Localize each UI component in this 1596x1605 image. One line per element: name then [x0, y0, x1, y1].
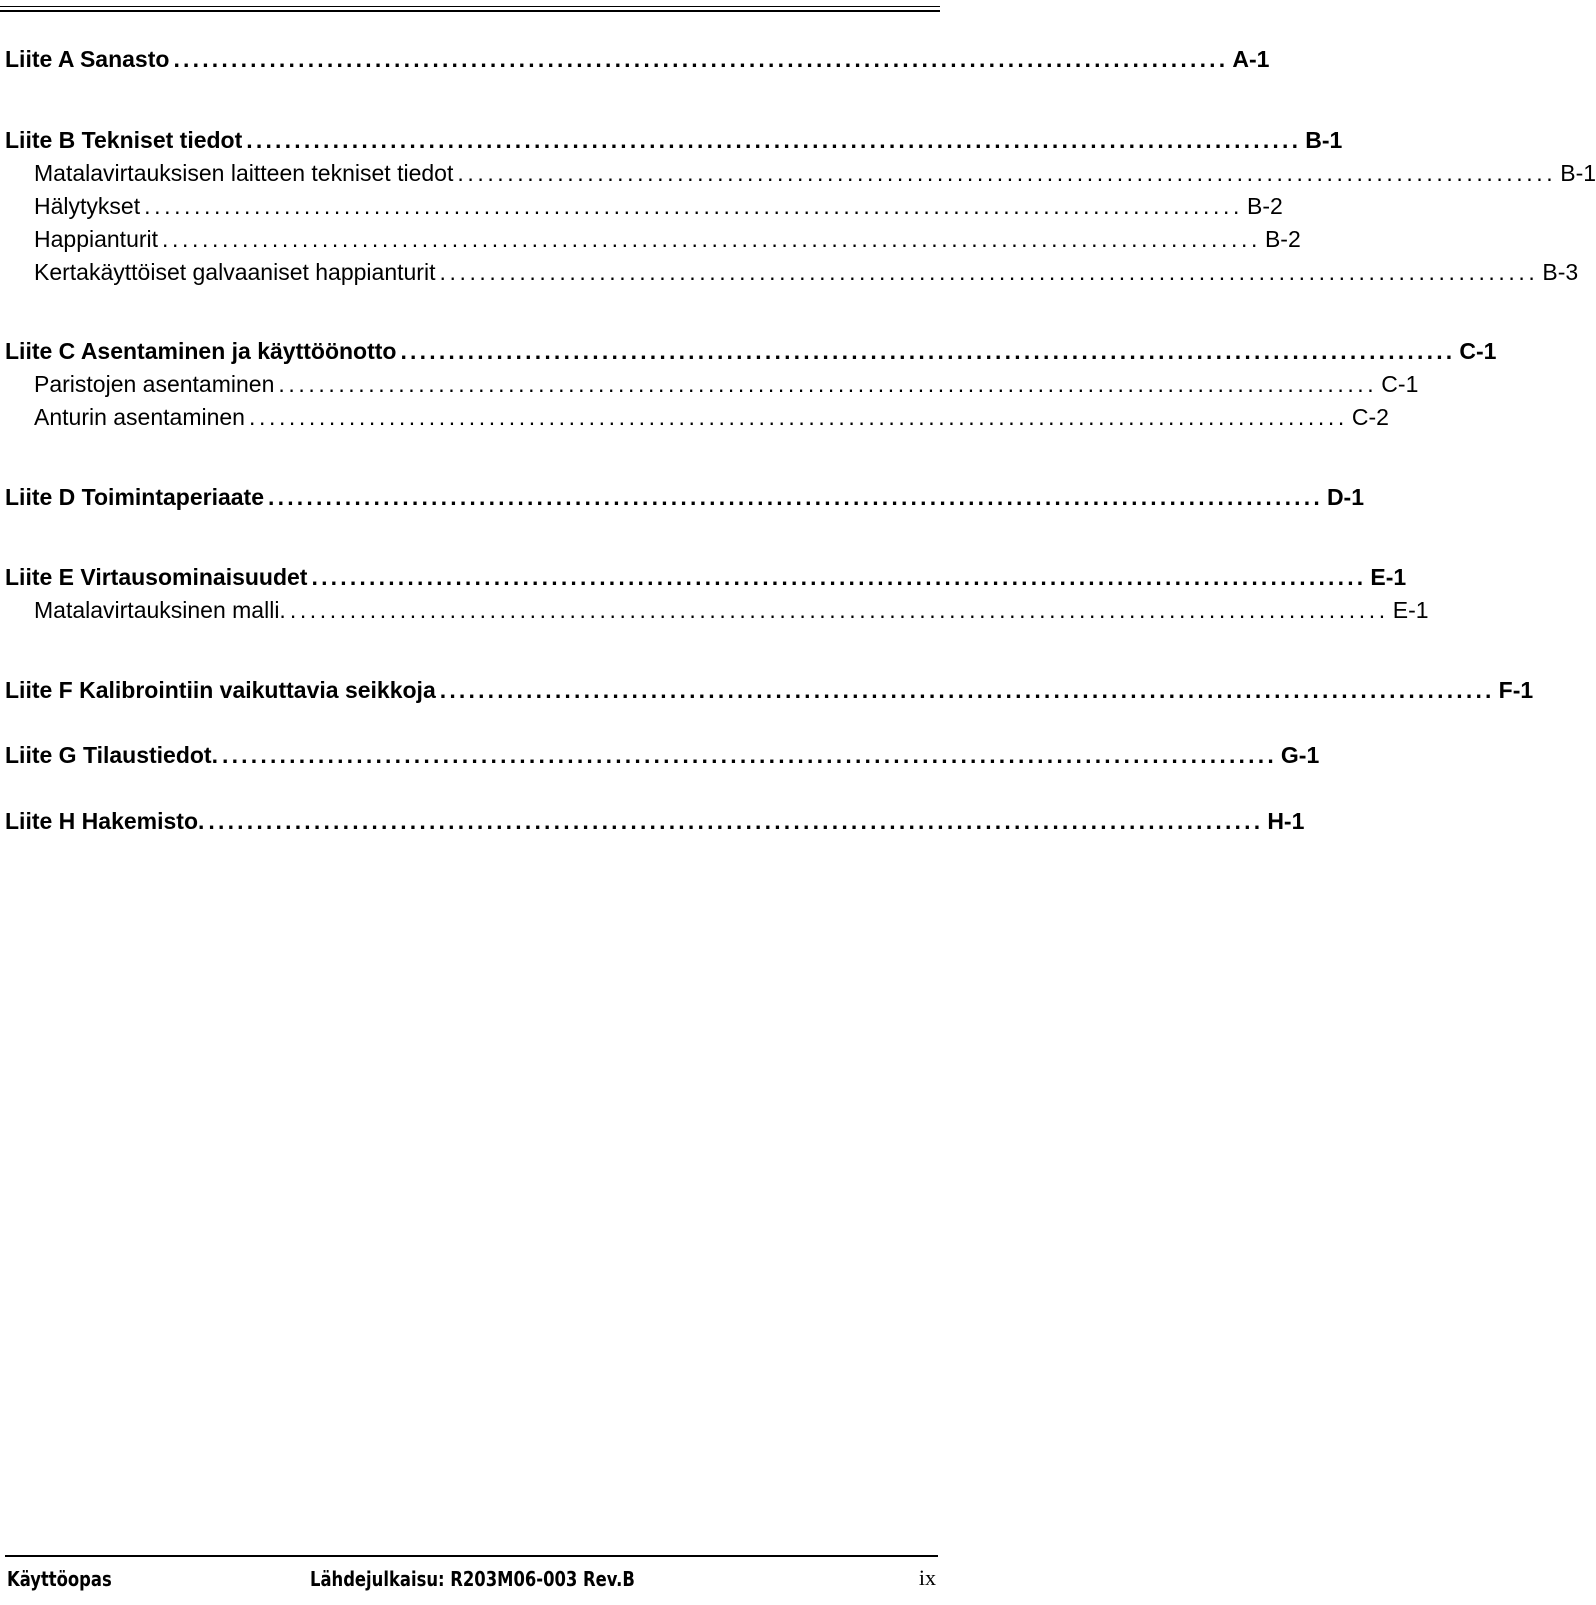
toc-entry-appendix-h[interactable]: [5, 808, 1305, 842]
toc-entry-title: Liite E Virtausominaisuudet: [5, 564, 308, 590]
toc-entry-title: Kertakäyttöiset galvaaniset happianturit: [34, 259, 436, 285]
toc-entry-page: C-2: [1351, 404, 1389, 430]
footer-manual-title: Käyttöopas: [7, 1567, 112, 1591]
toc-entry-title: Matalavirtauksinen malli.: [34, 597, 286, 623]
dot-leader: ..............................................................................................................: [439, 677, 1495, 703]
toc-entry-page: F-1: [1498, 677, 1534, 703]
toc-entry-appendix-e[interactable]: [5, 564, 1407, 598]
toc-subentry-c-batteries[interactable]: [5, 371, 1419, 405]
toc-entry-title: Liite D Toimintaperiaate: [5, 484, 265, 510]
toc-entry-appendix-b[interactable]: [5, 127, 1343, 161]
toc-entry-page: E-1: [1392, 597, 1429, 623]
dot-leader: ..............................................................................................................: [248, 404, 1348, 430]
toc-subentry-c-sensor[interactable]: [5, 404, 1389, 438]
toc-subentry-b-oxygen-sensors[interactable]: [5, 226, 1301, 260]
dot-leader: ..............................................................................................................: [289, 597, 1389, 623]
toc-entry-page: E-1: [1370, 564, 1407, 590]
toc-entry-title: Liite G Tilaustiedot.: [5, 742, 218, 768]
toc-entry-title: Hälytykset: [34, 193, 141, 219]
top-rule: [0, 6, 940, 12]
toc-subentry-b-disposable-sensors[interactable]: [5, 259, 1579, 293]
toc-entry-page: C-1: [1381, 371, 1419, 397]
toc-entry-appendix-a[interactable]: [5, 46, 1270, 80]
dot-leader: ..............................................................................................................: [208, 808, 1264, 834]
toc-subentry-b-specifications[interactable]: [5, 160, 1596, 194]
dot-leader: ..............................................................................................................: [439, 259, 1539, 285]
toc-entry-page: G-1: [1280, 742, 1320, 768]
toc-entry-page: B-1: [1305, 127, 1343, 153]
toc-subentry-e-low-flow[interactable]: [5, 597, 1429, 631]
toc-entry-appendix-g[interactable]: [5, 742, 1320, 776]
toc-entry-appendix-c[interactable]: [5, 338, 1497, 372]
footer-page-number: ix: [918, 1565, 936, 1590]
toc-entry-appendix-d[interactable]: [5, 484, 1364, 518]
dot-leader: ..............................................................................................................: [268, 484, 1323, 510]
toc-entry-title: Liite C Asentaminen ja käyttöönotto: [5, 338, 397, 364]
toc-entry-page: B-3: [1542, 259, 1579, 285]
toc-entry-page: C-1: [1459, 338, 1497, 364]
toc-entry-page: B-2: [1264, 226, 1301, 252]
toc-entry-title: Paristojen asentaminen: [34, 371, 275, 397]
dot-leader: ..............................................................................................................: [457, 160, 1557, 186]
dot-leader: ..............................................................................................................: [222, 742, 1277, 768]
dot-leader: ..............................................................................................................: [400, 338, 1456, 364]
dot-leader: ..............................................................................................................: [162, 226, 1261, 252]
toc-entry-page: A-1: [1232, 46, 1270, 72]
toc-entry-page: B-2: [1247, 193, 1283, 219]
toc-entry-title: Liite B Tekniset tiedot: [5, 127, 243, 153]
toc-subentry-b-alarms[interactable]: [5, 193, 1283, 227]
toc-entry-page: D-1: [1326, 484, 1364, 510]
toc-entry-title: Liite A Sanasto: [5, 46, 170, 72]
toc-entry-page: B-1: [1560, 160, 1596, 186]
dot-leader: ..............................................................................................................: [144, 193, 1244, 219]
dot-leader: ..............................................................................................................: [278, 371, 1378, 397]
dot-leader: ..............................................................................................................: [173, 46, 1229, 72]
toc-entry-appendix-f[interactable]: [5, 677, 1534, 711]
dot-leader: ..............................................................................................................: [246, 127, 1302, 153]
toc-entry-title: Happianturit: [34, 226, 159, 252]
dot-leader: ..............................................................................................................: [311, 564, 1367, 590]
toc-entry-title: Liite F Kalibrointiin vaikuttavia seikkoja: [5, 677, 436, 703]
toc-entry-title: Anturin asentaminen: [34, 404, 245, 430]
footer-source-publication: Lähdejulkaisu: R203M06-003 Rev.B: [310, 1567, 635, 1591]
toc-entry-title: Matalavirtauksisen laitteen tekniset tiedot: [34, 160, 454, 186]
toc-entry-title: Liite H Hakemisto.: [5, 808, 205, 834]
footer-rule: [5, 1555, 938, 1557]
toc-entry-page: H-1: [1267, 808, 1305, 834]
